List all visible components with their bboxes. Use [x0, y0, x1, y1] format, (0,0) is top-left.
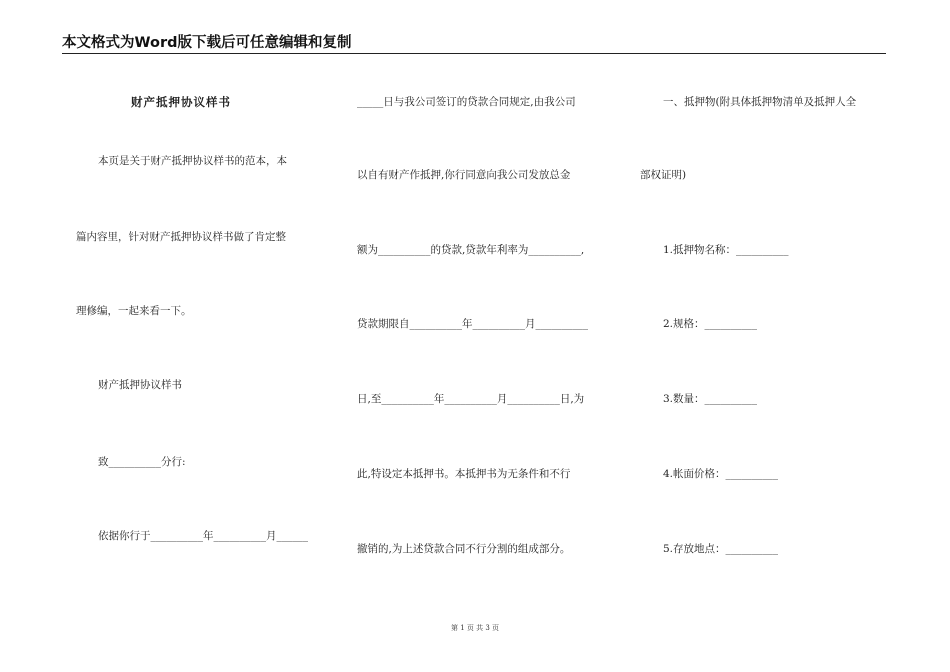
left-line-3: 理修编，一起来看一下。 [76, 305, 192, 317]
middle-line-6: 此,特设定本抵押书。本抵押书为无条件和不行 [357, 468, 571, 480]
page-number: 第 1 页 共 3 页 [450, 624, 500, 632]
right-line-2: 部权证明) [640, 169, 687, 181]
middle-line-3: 额为__________的贷款,贷款年利率为__________, [357, 244, 585, 256]
left-line-6: 依据你行于__________年__________月______ [98, 530, 308, 542]
right-line-6: 4.帐面价格：__________ [663, 468, 779, 480]
right-line-4: 2.规格：__________ [663, 318, 758, 330]
page-header [62, 35, 886, 54]
left-line-2: 篇内容里，针对财产抵押协议样书做了肯定整 [76, 231, 286, 243]
middle-line-2: 以自有财产作抵押,你行同意向我公司发放总金 [357, 169, 571, 181]
right-line-7: 5.存放地点：__________ [663, 543, 779, 555]
left-line-5: 致__________分行: [98, 456, 186, 468]
header-title: 本文格式为Word版下载后可任意编辑和复制 [62, 35, 352, 51]
right-line-5: 3.数量：__________ [663, 393, 758, 405]
left-line-4: 财产抵押协议样书 [98, 379, 182, 391]
left-line-1: 本页是关于财产抵押协议样书的范本，本 [98, 155, 287, 167]
middle-line-7: 撤销的,为上述贷款合同不行分割的组成部分。 [357, 543, 571, 555]
right-line-3: 1.抵押物名称：__________ [663, 244, 789, 256]
middle-line-4: 贷款期限自__________年__________月__________ [357, 318, 588, 330]
right-line-1: 一、抵押物(附具体抵押物清单及抵押人全 [663, 96, 857, 108]
middle-line-1: _____日与我公司签订的贷款合同规定,由我公司 [357, 96, 576, 108]
document-title: 财产抵押协议样书 [131, 95, 231, 109]
middle-line-5: 日,至__________年__________月__________日,为 [357, 393, 585, 405]
